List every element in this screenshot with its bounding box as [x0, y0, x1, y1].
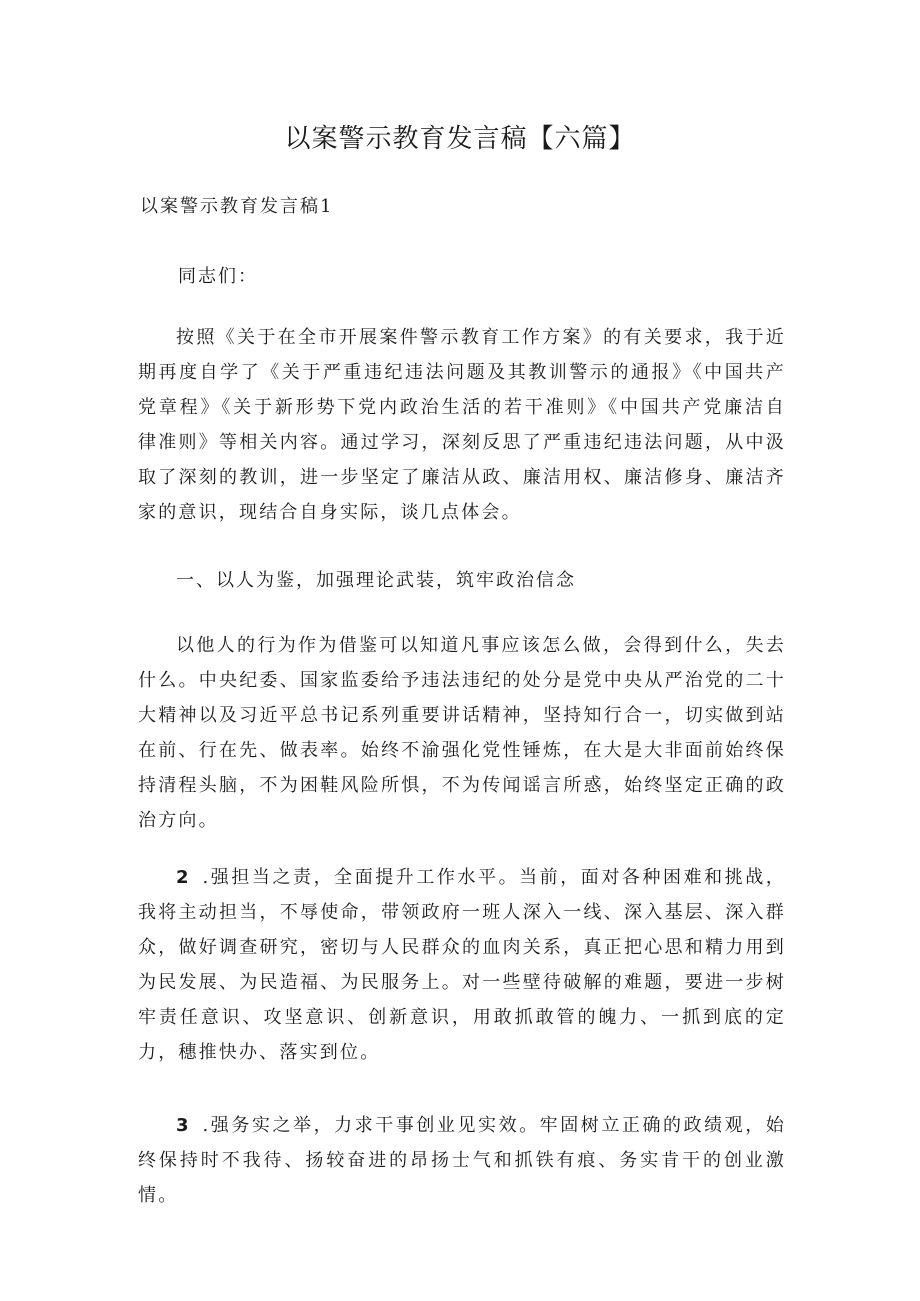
item-2-paragraph: [138, 860, 786, 1070]
document-subtitle: 以案警示教育发言稿1: [140, 196, 334, 217]
item-3-text: .强务实之举，力求干事创业见实效。牢固树立正确的政绩观，始终保持时不我待、扬较奋进的昂扬士气和抓铁有痕、务实肯干的创业激情。: [138, 1115, 786, 1206]
item-2-number: 2: [176, 867, 189, 888]
intro-paragraph: 按照《关于在全市开展案件警示教育工作方案》的有关要求，我于近期再度自学了《关于严重违纪违法问题及其教训警示的通报》《中国共产党章程》《关于新形势下党内政治生活的若干准则》《中国共产党廉洁自律准则》等相关内容。通过学习，深刻反思了严重违纪违法问题，从中汲取了深刻的教训，进一步坚定了廉洁从政、廉洁用权、廉洁修身、廉洁齐家的意识，现结合自身实际，谈几点体会。: [138, 327, 786, 523]
greeting: 同志们：: [178, 266, 258, 287]
item-3-number: 3: [176, 1115, 189, 1136]
item-2-text: .强担当之责，全面提升工作水平。当前，面对各种困难和挑战，我将主动担当，不辱使命，带领政府一班人深入一线、深入基层、深入群众，做好调查研究，密切与人民群众的血肉关系，真正把心思和精力用到为民发展、为民造福、为民服务上。对一些壁待破解的难题，要进一步树牢责任意识、攻坚意识、创新意识，用敢抓敢管的魄力、一抓到底的定力，穗推快办、落实到位。: [138, 867, 786, 1063]
section-1-heading: 一、以人为鉴，加强理论武装，筑牢政治信念: [176, 570, 576, 591]
document-title: 以案警示教育发言稿【六篇】: [284, 124, 636, 154]
item-3-paragraph: [138, 1108, 786, 1213]
section-1-paragraph: 以他人的行为作为借鉴可以知道凡事应该怎么做，会得到什么，失去什么。中央纪委、国家监委给予违法违纪的处分是党中央从严治党的二十大精神以及习近平总书记系列重要讲话精神，坚持知行合一，切实做到站在前、行在先、做表率。始终不渝强化党性锤炼，在大是大非面前始终保持清程头脑，不为困鞋风险所惧，不为传闻谣言所惑，始终坚定正确的政治方向。: [138, 635, 786, 831]
